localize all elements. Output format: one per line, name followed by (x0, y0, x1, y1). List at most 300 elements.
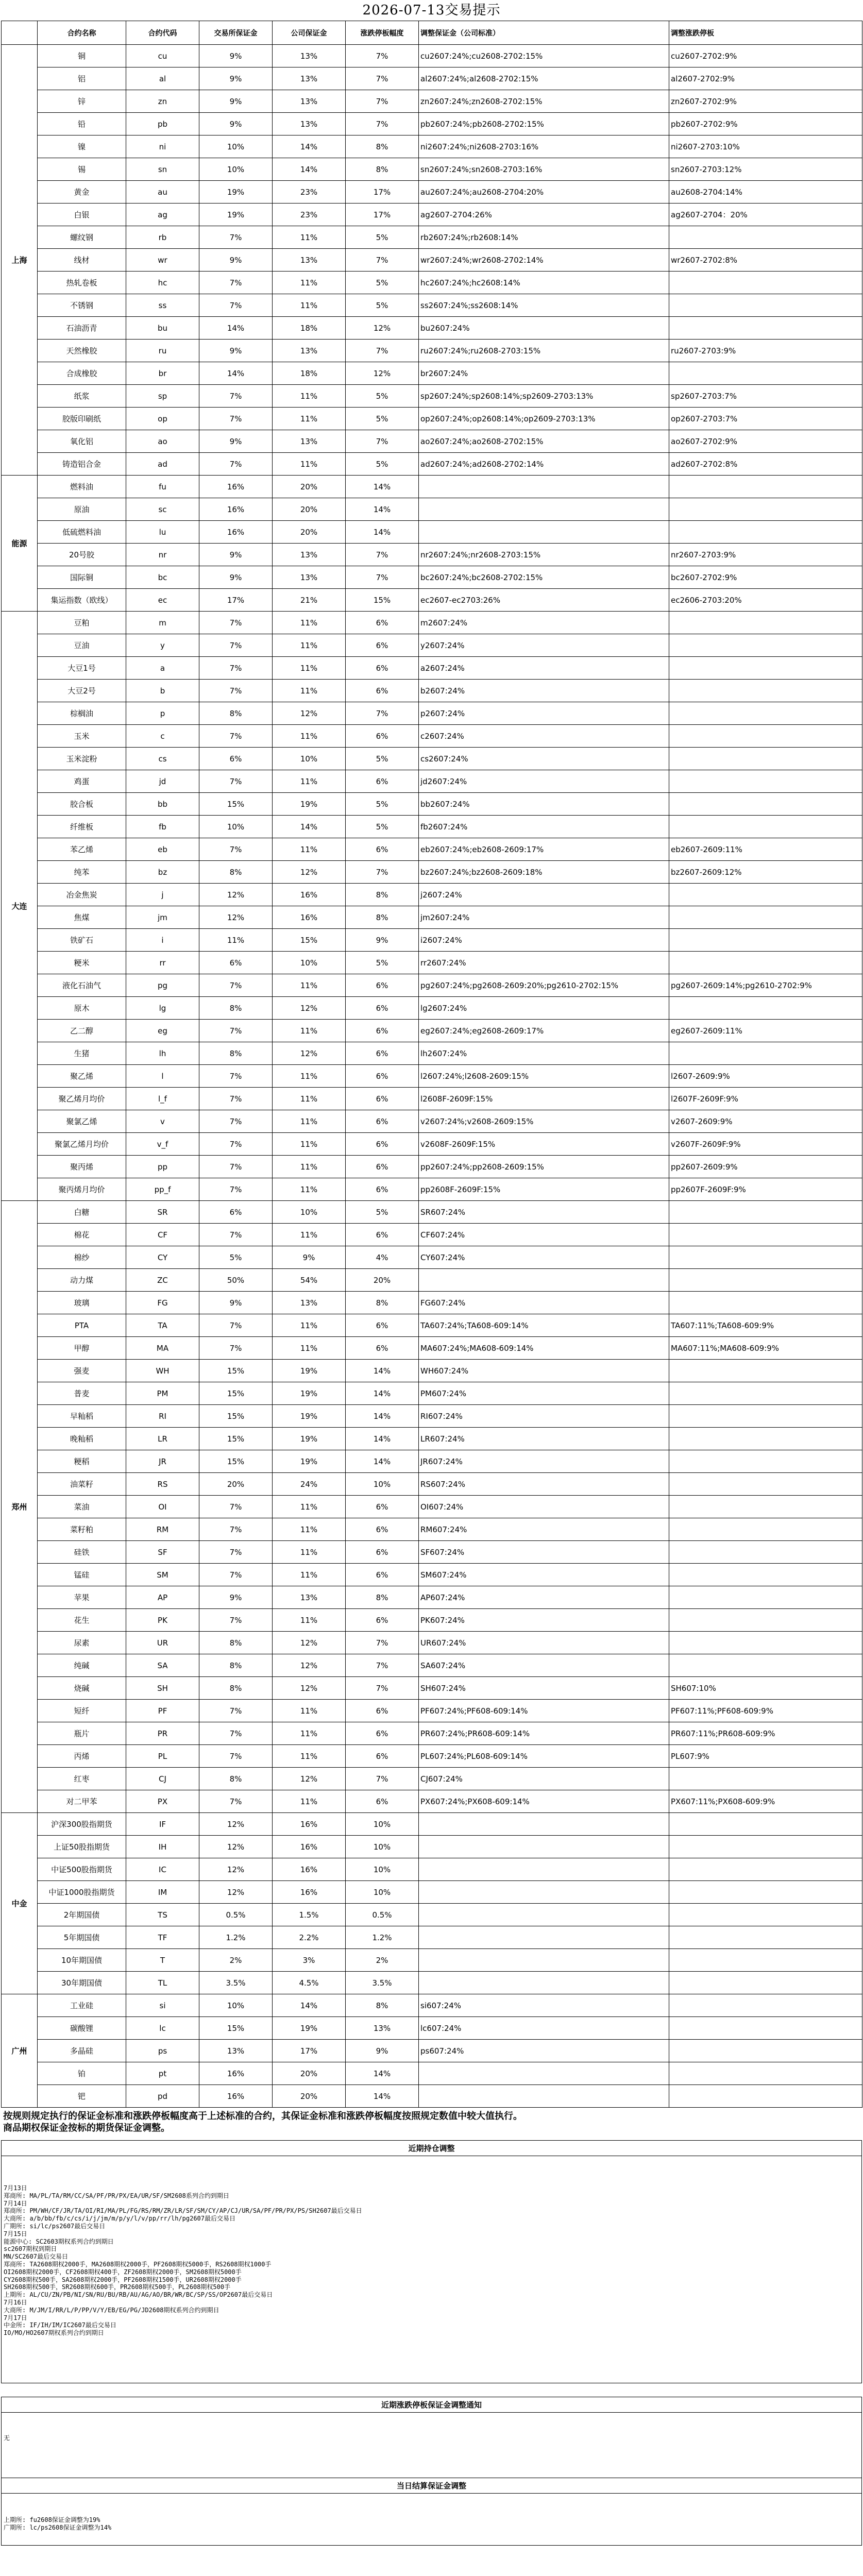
section-line: 广期所: si/lc/ps2607最后交易日 (4, 2222, 106, 2230)
table-row (2, 793, 862, 816)
price-limit-cell: 14% (346, 1360, 419, 1382)
contract-code-cell: sc (126, 498, 199, 521)
company-margin-cell: 13% (273, 1292, 346, 1314)
exchange-margin-cell: 7% (199, 612, 273, 634)
table-row (2, 430, 862, 453)
table-row (2, 680, 862, 702)
contract-name-cell: 螺纹钢 (38, 226, 126, 249)
section-heading: 近期涨跌停板保证金调整通知 (2, 2397, 861, 2413)
contract-name-cell: 工业硅 (38, 1994, 126, 2017)
adjusted-margin-cell: SR607:24% (419, 1201, 669, 1224)
contract-code-cell: lg (126, 997, 199, 1020)
price-limit-cell: 5% (346, 793, 419, 816)
company-margin-cell: 11% (273, 1745, 346, 1768)
exchange-margin-cell: 7% (199, 680, 273, 702)
section-heading: 近期持仓调整 (2, 2141, 861, 2156)
table-row (2, 566, 862, 589)
price-limit-cell: 6% (346, 974, 419, 997)
price-limit-cell: 14% (346, 476, 419, 498)
exchange-margin-cell: 7% (199, 226, 273, 249)
adjusted-limit-cell (669, 657, 862, 680)
exchange-margin-cell: 6% (199, 748, 273, 770)
exchange-margin-cell: 16% (199, 2085, 273, 2108)
adjusted-margin-cell: op2607:24%;op2608:14%;op2609-2703:13% (419, 408, 669, 430)
adjusted-margin-cell: CY607:24% (419, 1246, 669, 1269)
price-limit-cell: 9% (346, 2040, 419, 2062)
company-margin-cell: 12% (273, 1632, 346, 1654)
price-limit-cell: 0.5% (346, 1904, 419, 1926)
contract-name-cell: 胶版印刷纸 (38, 408, 126, 430)
contract-code-cell: m (126, 612, 199, 634)
table-row (2, 1700, 862, 1722)
section-line: 上期所: fu2608保证金调整为19% (4, 2516, 100, 2523)
contract-name-cell: 沪深300股指期货 (38, 1813, 126, 1836)
adjusted-margin-cell (419, 1926, 669, 1949)
adjusted-limit-cell (669, 1813, 862, 1836)
adjusted-margin-cell: y2607:24% (419, 634, 669, 657)
adjusted-margin-cell: pb2607:24%;pb2608-2702:15% (419, 113, 669, 135)
adjusted-margin-cell: OI607:24% (419, 1496, 669, 1518)
price-limit-cell: 8% (346, 158, 419, 181)
adjusted-margin-cell: PM607:24% (419, 1382, 669, 1405)
contract-name-cell: 锡 (38, 158, 126, 181)
table-row (2, 1518, 862, 1541)
contract-name-cell: 石油沥青 (38, 317, 126, 340)
price-limit-cell: 13% (346, 2017, 419, 2040)
table-row (2, 1314, 862, 1337)
price-limit-cell: 6% (346, 1314, 419, 1337)
adjusted-margin-cell: eb2607:24%;eb2608-2609:17% (419, 838, 669, 861)
exchange-margin-cell: 16% (199, 521, 273, 544)
adjusted-margin-cell (419, 476, 669, 498)
price-limit-cell: 14% (346, 2062, 419, 2085)
exchange-margin-cell: 7% (199, 1224, 273, 1246)
adjusted-margin-cell (419, 1836, 669, 1858)
contract-name-cell: 花生 (38, 1609, 126, 1632)
contract-name-cell: 热轧卷板 (38, 272, 126, 294)
header-adjusted-margin: 调整保证金（公司标准） (419, 21, 669, 45)
adjusted-margin-cell: SF607:24% (419, 1541, 669, 1564)
contract-code-cell: MA (126, 1337, 199, 1360)
contract-name-cell: 菜油 (38, 1496, 126, 1518)
company-margin-cell: 19% (273, 1360, 346, 1382)
adjusted-margin-cell: PF607:24%;PF608-609:14% (419, 1700, 669, 1722)
price-limit-cell: 5% (346, 226, 419, 249)
price-limit-cell: 6% (346, 1700, 419, 1722)
price-limit-cell: 6% (346, 997, 419, 1020)
price-limit-cell: 8% (346, 1994, 419, 2017)
company-margin-cell: 16% (273, 1836, 346, 1858)
adjusted-limit-cell: al2607-2702:9% (669, 67, 862, 90)
exchange-margin-cell: 16% (199, 2062, 273, 2085)
note-line: 商品期权保证金按标的期货保证金调整。 (3, 2123, 170, 2133)
company-margin-cell: 9% (273, 1246, 346, 1269)
exchange-cell: 大连 (2, 612, 38, 1201)
price-limit-cell: 14% (346, 521, 419, 544)
adjusted-limit-cell: ad2607-2702:8% (669, 453, 862, 476)
adjusted-margin-cell: bc2607:24%;bc2608-2702:15% (419, 566, 669, 589)
contract-name-cell: 粳稻 (38, 1450, 126, 1473)
price-limit-cell: 5% (346, 952, 419, 974)
contract-code-cell: IC (126, 1858, 199, 1881)
company-margin-cell: 11% (273, 1337, 346, 1360)
adjusted-limit-cell (669, 294, 862, 317)
adjusted-margin-cell: UR607:24% (419, 1632, 669, 1654)
company-margin-cell: 11% (273, 294, 346, 317)
company-margin-cell: 13% (273, 544, 346, 566)
exchange-margin-cell: 12% (199, 1836, 273, 1858)
adjusted-margin-cell (419, 1949, 669, 1972)
contract-name-cell: 豆油 (38, 634, 126, 657)
adjusted-limit-cell (669, 1654, 862, 1677)
adjusted-margin-cell (419, 1813, 669, 1836)
notes (1, 2108, 862, 2134)
adjusted-margin-cell: v2607:24%;v2608-2609:15% (419, 1110, 669, 1133)
table-row (2, 1292, 862, 1314)
adjusted-margin-cell: CF607:24% (419, 1224, 669, 1246)
exchange-margin-cell: 10% (199, 816, 273, 838)
contract-code-cell: bz (126, 861, 199, 884)
exchange-margin-cell: 15% (199, 2017, 273, 2040)
adjusted-limit-cell (669, 226, 862, 249)
table-row (2, 1337, 862, 1360)
exchange-margin-cell: 9% (199, 1586, 273, 1609)
contract-name-cell: 铸造铝合金 (38, 453, 126, 476)
exchange-cell: 中金 (2, 1813, 38, 1994)
table-row (2, 2017, 862, 2040)
price-limit-cell: 8% (346, 906, 419, 929)
exchange-margin-cell: 12% (199, 906, 273, 929)
company-margin-cell: 20% (273, 2062, 346, 2085)
table-row (2, 1926, 862, 1949)
table-row (2, 838, 862, 861)
contract-code-cell: op (126, 408, 199, 430)
company-margin-cell: 24% (273, 1473, 346, 1496)
contract-code-cell: TF (126, 1926, 199, 1949)
adjusted-limit-cell (669, 770, 862, 793)
contract-code-cell: pg (126, 974, 199, 997)
adjusted-limit-cell: SH607:10% (669, 1677, 862, 1700)
adjusted-limit-cell (669, 498, 862, 521)
table-row (2, 612, 862, 634)
price-limit-cell: 14% (346, 2085, 419, 2108)
contract-name-cell: PTA (38, 1314, 126, 1337)
adjusted-limit-cell (669, 1405, 862, 1428)
price-limit-cell: 8% (346, 884, 419, 906)
adjusted-limit-cell: PL607:9% (669, 1745, 862, 1768)
price-limit-cell: 7% (346, 67, 419, 90)
contract-name-cell: 黄金 (38, 181, 126, 204)
contract-name-cell: 棕榈油 (38, 702, 126, 725)
exchange-margin-cell: 7% (199, 1496, 273, 1518)
company-margin-cell: 17% (273, 2040, 346, 2062)
contract-code-cell: al (126, 67, 199, 90)
contract-name-cell: 碳酸锂 (38, 2017, 126, 2040)
company-margin-cell: 11% (273, 385, 346, 408)
company-margin-cell: 11% (273, 1496, 346, 1518)
adjusted-margin-cell: hc2607:24%;hc2608:14% (419, 272, 669, 294)
table-row (2, 1609, 862, 1632)
price-limit-cell: 4% (346, 1246, 419, 1269)
contract-code-cell: ZC (126, 1269, 199, 1292)
adjusted-limit-cell: MA607:11%;MA608-609:9% (669, 1337, 862, 1360)
contract-name-cell: 短纤 (38, 1700, 126, 1722)
exchange-margin-cell: 2% (199, 1949, 273, 1972)
header-contract-name: 合约名称 (38, 21, 126, 45)
price-limit-cell: 6% (346, 1110, 419, 1133)
contract-name-cell: 锰硅 (38, 1564, 126, 1586)
exchange-margin-cell: 15% (199, 1428, 273, 1450)
adjusted-margin-cell: sp2607:24%;sp2608:14%;sp2609-2703:13% (419, 385, 669, 408)
price-limit-cell: 6% (346, 725, 419, 748)
contract-name-cell: 苹果 (38, 1586, 126, 1609)
table-row (2, 816, 862, 838)
adjusted-limit-cell (669, 317, 862, 340)
adjusted-margin-cell: bz2607:24%;bz2608-2609:18% (419, 861, 669, 884)
price-limit-cell: 17% (346, 181, 419, 204)
adjusted-limit-cell (669, 884, 862, 906)
company-margin-cell: 20% (273, 476, 346, 498)
section-line: 7月17日 (4, 2314, 27, 2321)
exchange-margin-cell: 16% (199, 476, 273, 498)
contract-code-cell: CF (126, 1224, 199, 1246)
table-row (2, 1541, 862, 1564)
contract-name-cell: 天然橡胶 (38, 340, 126, 362)
price-limit-cell: 6% (346, 657, 419, 680)
table-body (2, 45, 862, 2108)
contract-code-cell: v_f (126, 1133, 199, 1156)
section-line: 7月13日 (4, 2184, 27, 2192)
adjusted-limit-cell: PR607:11%;PR608-609:9% (669, 1722, 862, 1745)
price-limit-cell: 17% (346, 204, 419, 226)
contract-code-cell: cu (126, 45, 199, 67)
price-limit-cell: 5% (346, 272, 419, 294)
contract-code-cell: ps (126, 2040, 199, 2062)
adjusted-limit-cell (669, 1881, 862, 1904)
contract-name-cell: 粳米 (38, 952, 126, 974)
table-row (2, 929, 862, 952)
table-row (2, 1088, 862, 1110)
header-price-limit: 涨跌停板幅度 (346, 21, 419, 45)
adjusted-limit-cell (669, 906, 862, 929)
exchange-margin-cell: 9% (199, 1292, 273, 1314)
contract-code-cell: b (126, 680, 199, 702)
contract-name-cell: 聚氯乙烯 (38, 1110, 126, 1133)
exchange-margin-cell: 8% (199, 1768, 273, 1790)
price-limit-cell: 10% (346, 1858, 419, 1881)
company-margin-cell: 11% (273, 453, 346, 476)
company-margin-cell: 11% (273, 838, 346, 861)
company-margin-cell: 11% (273, 1178, 346, 1201)
exchange-cell: 能源 (2, 476, 38, 612)
adjusted-margin-cell: ps607:24% (419, 2040, 669, 2062)
contract-code-cell: bb (126, 793, 199, 816)
contract-code-cell: PR (126, 1722, 199, 1745)
contract-name-cell: 鸡蛋 (38, 770, 126, 793)
contract-name-cell: 棉花 (38, 1224, 126, 1246)
table-row (2, 408, 862, 430)
adjusted-margin-cell: m2607:24% (419, 612, 669, 634)
company-margin-cell: 11% (273, 1314, 346, 1337)
section-line: 7月16日 (4, 2298, 27, 2306)
contract-name-cell: 钯 (38, 2085, 126, 2108)
table-row (2, 1360, 862, 1382)
exchange-margin-cell: 7% (199, 1065, 273, 1088)
contract-name-cell: 集运指数（欧线） (38, 589, 126, 612)
company-margin-cell: 11% (273, 1020, 346, 1042)
adjusted-limit-cell (669, 1836, 862, 1858)
adjusted-limit-cell (669, 521, 862, 544)
adjusted-margin-cell: SM607:24% (419, 1564, 669, 1586)
adjusted-limit-cell (669, 1632, 862, 1654)
price-limit-cell: 6% (346, 680, 419, 702)
exchange-margin-cell: 9% (199, 113, 273, 135)
adjusted-limit-cell: sp2607-2703:7% (669, 385, 862, 408)
exchange-margin-cell: 7% (199, 1722, 273, 1745)
contract-code-cell: cs (126, 748, 199, 770)
exchange-margin-cell: 50% (199, 1269, 273, 1292)
company-margin-cell: 54% (273, 1269, 346, 1292)
exchange-margin-cell: 15% (199, 793, 273, 816)
contract-code-cell: PF (126, 1700, 199, 1722)
price-limit-cell: 10% (346, 1473, 419, 1496)
exchange-margin-cell: 7% (199, 1564, 273, 1586)
exchange-margin-cell: 5% (199, 1246, 273, 1269)
exchange-margin-cell: 8% (199, 1632, 273, 1654)
exchange-margin-cell: 7% (199, 1541, 273, 1564)
company-margin-cell: 11% (273, 1088, 346, 1110)
company-margin-cell: 16% (273, 1881, 346, 1904)
contract-name-cell: 中证1000股指期货 (38, 1881, 126, 1904)
table-row (2, 45, 862, 67)
table-row (2, 2062, 862, 2085)
exchange-margin-cell: 9% (199, 90, 273, 113)
table-row (2, 1224, 862, 1246)
adjusted-limit-cell (669, 634, 862, 657)
contract-name-cell: 豆粕 (38, 612, 126, 634)
table-row (2, 340, 862, 362)
exchange-margin-cell: 7% (199, 1110, 273, 1133)
adjusted-limit-cell: pp2607-2609:9% (669, 1156, 862, 1178)
adjusted-limit-cell: l2607-2609:9% (669, 1065, 862, 1088)
contract-name-cell: 纯苯 (38, 861, 126, 884)
contract-code-cell: hc (126, 272, 199, 294)
adjusted-margin-cell: bb2607:24% (419, 793, 669, 816)
table-row (2, 1382, 862, 1405)
contract-code-cell: CJ (126, 1768, 199, 1790)
price-limit-cell: 6% (346, 770, 419, 793)
contract-code-cell: RM (126, 1518, 199, 1541)
header-exchange-margin: 交易所保证金 (199, 21, 273, 45)
price-limit-cell: 7% (346, 90, 419, 113)
company-margin-cell: 11% (273, 1564, 346, 1586)
contract-name-cell: 10年期国债 (38, 1949, 126, 1972)
table-row (2, 1972, 862, 1994)
exchange-margin-cell: 14% (199, 362, 273, 385)
contract-code-cell: IM (126, 1881, 199, 1904)
adjusted-limit-cell (669, 612, 862, 634)
contract-name-cell: 纯碱 (38, 1654, 126, 1677)
company-margin-cell: 11% (273, 1133, 346, 1156)
adjusted-margin-cell: WH607:24% (419, 1360, 669, 1382)
contract-code-cell: l_f (126, 1088, 199, 1110)
adjusted-margin-cell: lh2607:24% (419, 1042, 669, 1065)
adjusted-margin-cell: br2607:24% (419, 362, 669, 385)
table-row (2, 1677, 862, 1700)
contract-name-cell: 上证50股指期货 (38, 1836, 126, 1858)
price-limit-cell: 6% (346, 1042, 419, 1065)
company-margin-cell: 10% (273, 1201, 346, 1224)
contract-name-cell: 铜 (38, 45, 126, 67)
company-margin-cell: 11% (273, 1722, 346, 1745)
adjusted-limit-cell: au2608-2704:14% (669, 181, 862, 204)
contract-code-cell: pt (126, 2062, 199, 2085)
contract-code-cell: ec (126, 589, 199, 612)
adjusted-limit-cell (669, 1858, 862, 1881)
adjusted-limit-cell (669, 1246, 862, 1269)
contract-code-cell: JR (126, 1450, 199, 1473)
contract-code-cell: lh (126, 1042, 199, 1065)
company-margin-cell: 12% (273, 1677, 346, 1700)
contract-code-cell: jd (126, 770, 199, 793)
table-row (2, 657, 862, 680)
exchange-margin-cell: 15% (199, 1382, 273, 1405)
price-limit-cell: 8% (346, 135, 419, 158)
adjusted-limit-cell (669, 997, 862, 1020)
adjusted-margin-cell (419, 1881, 669, 1904)
contract-code-cell: eg (126, 1020, 199, 1042)
adjusted-margin-cell: pg2607:24%;pg2608-2609:20%;pg2610-2702:15% (419, 974, 669, 997)
contract-code-cell: c (126, 725, 199, 748)
price-limit-cell: 8% (346, 1292, 419, 1314)
contract-code-cell: pb (126, 113, 199, 135)
company-margin-cell: 12% (273, 861, 346, 884)
adjusted-limit-cell: zn2607-2702:9% (669, 90, 862, 113)
section-line: MN/SC2607最后交易日 (4, 2253, 69, 2261)
contract-code-cell: UR (126, 1632, 199, 1654)
contract-name-cell: 不锈钢 (38, 294, 126, 317)
contract-name-cell: 强麦 (38, 1360, 126, 1382)
exchange-margin-cell: 6% (199, 952, 273, 974)
adjusted-limit-cell (669, 680, 862, 702)
adjusted-limit-cell (669, 1972, 862, 1994)
adjusted-margin-cell: jd2607:24% (419, 770, 669, 793)
adjusted-limit-cell (669, 1473, 862, 1496)
adjusted-limit-cell: bz2607-2609:12% (669, 861, 862, 884)
exchange-margin-cell: 7% (199, 408, 273, 430)
contract-code-cell: ss (126, 294, 199, 317)
adjusted-margin-cell: cu2607:24%;cu2608-2702:15% (419, 45, 669, 67)
contract-name-cell: 白糖 (38, 1201, 126, 1224)
company-margin-cell: 3% (273, 1949, 346, 1972)
exchange-margin-cell: 8% (199, 702, 273, 725)
adjusted-limit-cell (669, 1609, 862, 1632)
contract-code-cell: PX (126, 1790, 199, 1813)
contract-name-cell: 线材 (38, 249, 126, 272)
table-row (2, 90, 862, 113)
adjusted-margin-cell: cs2607:24% (419, 748, 669, 770)
exchange-margin-cell: 6% (199, 1201, 273, 1224)
price-limit-cell: 7% (346, 702, 419, 725)
adjusted-limit-cell (669, 1428, 862, 1450)
company-margin-cell: 11% (273, 680, 346, 702)
company-margin-cell: 16% (273, 1813, 346, 1836)
company-margin-cell: 19% (273, 1428, 346, 1450)
price-limit-cell: 14% (346, 498, 419, 521)
contract-name-cell: 丙烯 (38, 1745, 126, 1768)
adjusted-margin-cell: pp2608F-2609F:15% (419, 1178, 669, 1201)
company-margin-cell: 16% (273, 884, 346, 906)
